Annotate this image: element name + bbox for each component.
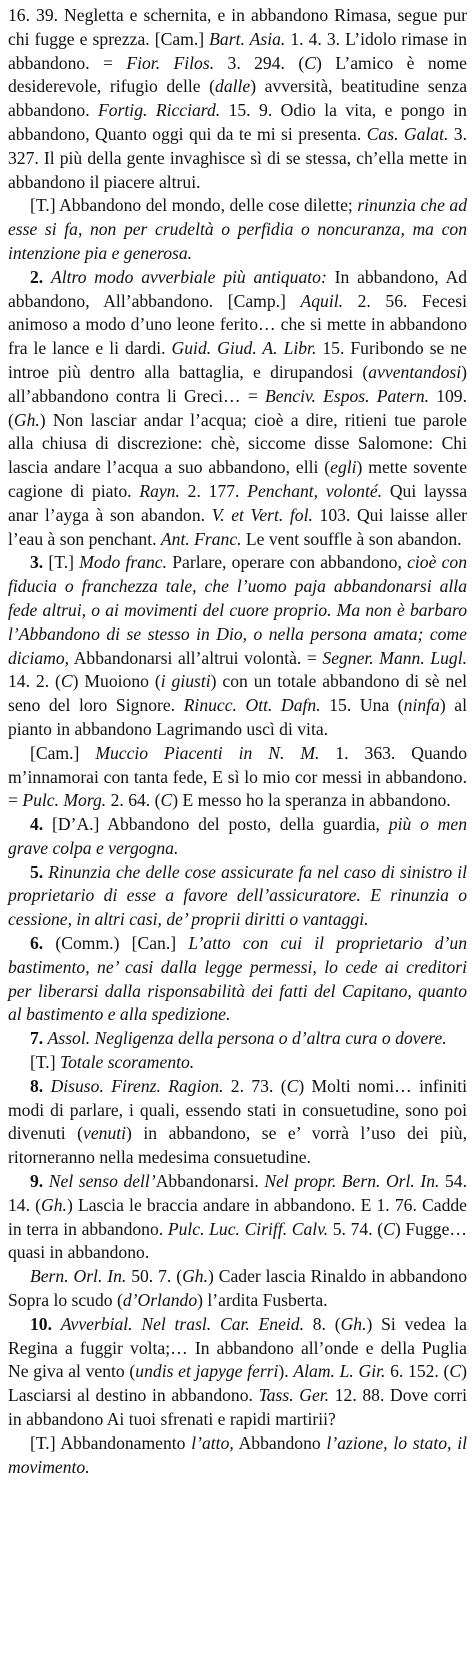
section-number: 8. — [30, 1075, 44, 1096]
italic-text: l’atto, — [191, 1432, 234, 1453]
entry-paragraph — [8, 1170, 467, 1265]
italic-text: C — [286, 1075, 299, 1096]
body-text: ) Cader lascia Rinaldo in abbandono Sopra lo scudo ( — [8, 1266, 467, 1311]
section-number: 2. — [30, 266, 44, 287]
italic-text: Pulc. Luc. Ciriff. Calv. — [167, 1218, 329, 1239]
body-text: (Comm.) [Can.] — [43, 933, 189, 954]
italic-text: C — [160, 790, 173, 811]
body-text: [T.] Abbandono del mondo, delle cose dilette; — [30, 195, 358, 216]
body-text: ) Fugge… quasi in abbandono. — [8, 1218, 467, 1263]
entry-paragraph — [8, 861, 467, 932]
body-text: ) all’abbandono contra li Greci… = — [8, 361, 467, 406]
body-text: 2. 73. ( — [223, 1075, 287, 1096]
body-text: Abbandonarsi. — [155, 1171, 265, 1192]
entry-paragraph — [8, 194, 467, 265]
entry-paragraph — [8, 1075, 467, 1170]
body-text: [D’A.] Abbandono del posto, della guardia, — [43, 814, 389, 835]
italic-text: C — [383, 1218, 395, 1239]
body-text: 15. Una ( — [320, 695, 404, 716]
body-text: ) Non lasciar andar l’acqua; cioè a dire, ritieni tue parole alla chiusa di discrezione: chè, siccome disse Salomone: Chi lascia andare l’acqua a suo abbandono, elli ( — [8, 409, 467, 478]
italic-text: Bart. Asia. — [209, 28, 286, 49]
italic-text: C — [449, 1361, 462, 1382]
body-text — [43, 1076, 50, 1096]
section-number: 6. — [30, 933, 44, 954]
body-text: 103. Qui laisse aller l’eau à son penchant. — [8, 504, 467, 549]
section-number: 3. — [30, 552, 44, 573]
italic-text: Rinucc. Ott. Dafn. — [183, 695, 321, 716]
entry-paragraph — [8, 551, 467, 741]
italic-text: Altro modo avverbiale più antiquato: — [51, 266, 327, 287]
body-text: 3. 294. ( — [214, 52, 305, 73]
body-text: 1. 363. Quando m’innamorai con tanta fede, E sì lo mio cor messi in abbandono. = — [8, 742, 467, 811]
italic-text: egli — [330, 457, 357, 478]
body-text: Abbandonarsi all’altrui volontà. = — [69, 647, 323, 668]
italic-text: rinunzia che ad esse si fa, non per crudeltà o perfidia o noncuranza, ma con intenzione pia e generosa. — [8, 195, 467, 263]
body-text: ) Lascia le braccia andare in abbandono. E 1. 76. Cadde in terra in abbandono. — [8, 1194, 467, 1239]
italic-text: Assol. Negligenza della persona o d’altra cura o dovere. — [47, 1028, 447, 1049]
body-text: 15. Furibondo se ne introe più dentro alla battaglia, e dirupandosi ( — [8, 338, 467, 382]
italic-text: Ant. Franc. — [160, 528, 242, 549]
italic-text: undis et japyge ferri — [135, 1361, 279, 1382]
body-text: Abbandono — [233, 1432, 327, 1453]
body-text: ) mette sovente cagione di piato. — [8, 457, 467, 501]
body-text: ) al pianto in abbandono Lagrimando uscì di vita. — [8, 695, 467, 739]
italic-text: Totale scoramento. — [59, 1052, 195, 1073]
italic-text: dalle — [215, 76, 251, 97]
italic-text: Alam. L. Gir. — [293, 1361, 386, 1382]
body-text: ) Lasciarsi al destino in abbandono. — [8, 1361, 468, 1406]
body-text: ) L’amico è nome desiderevole, rifugio delle ( — [8, 52, 467, 97]
italic-text: Segner. Mann. Lugl. — [322, 647, 467, 668]
italic-text: Fortig. Ricciard. — [98, 100, 221, 121]
italic-text: Penchant, volonté. — [247, 480, 383, 501]
body-text: ) E messo ho la speranza in abbandono. — [172, 790, 451, 811]
italic-text: Muccio Piacenti in N. M. — [95, 742, 320, 763]
body-text: 2. 64. ( — [106, 790, 161, 811]
body-text: ) con un totale abbandono di sè nel seno del loro Signore. — [8, 671, 468, 716]
italic-text: Modo franc. — [79, 552, 168, 573]
body-text: ) Molti nomi… infiniti modi di parlare, i quali, essendo stati in consuetudine, sono poi divenuti ( — [8, 1075, 467, 1144]
body-text: Le vent souffle à son abandon. — [241, 528, 462, 549]
italic-text: Tass. Ger. — [258, 1385, 330, 1406]
italic-text: avventandosi — [368, 361, 462, 382]
entry-paragraph — [8, 4, 467, 194]
body-text: 5. 74. ( — [328, 1218, 384, 1239]
body-text: 6. 152. ( — [385, 1361, 450, 1382]
entry-paragraph — [8, 266, 467, 552]
italic-text: cioè con fiducia o franchezza tale, che l’uomo paja abbandonarsi alla fede altrui, o ai movimenti del cuore proprio. Ma non è barbaro l’Abbandono di se stesso in Dio, o nella persona amata; come diciamo, — [8, 552, 468, 668]
italic-text: Avverbial. Nel trasl. Car. Eneid. — [60, 1313, 304, 1334]
body-text: 1. 4. 3. L’idolo rimase in abbandono. = — [8, 28, 467, 73]
italic-text: d’Orlando — [122, 1290, 198, 1311]
body-text: 50. 7. ( — [126, 1266, 183, 1287]
italic-text: Aquil. — [300, 290, 344, 311]
italic-text: C — [304, 52, 316, 73]
body-text: ) in abbandono, se e’ vorrà l’uso dei più, ritorneranno nella medesima consuetudine. — [8, 1123, 468, 1168]
italic-text: Bern. Orl. In. — [30, 1266, 127, 1287]
body-text: 16. 39. Negletta e schernita, e in abbandono Rimasa, segue pur chi fugge e sprezza. [Cam.] — [8, 5, 467, 49]
body-text: 109. ( — [8, 385, 467, 430]
entry-paragraph — [8, 932, 467, 1027]
section-number: 9. — [30, 1171, 44, 1192]
italic-text: Guid. Giud. A. Libr. — [171, 338, 317, 359]
italic-text: Rinunzia che delle cose assicurate fa nel caso di sinistro il proprietario di esse a favore dell’assicuratore. E rinunzia o cessione, in altri casi, de’ proprii diritti o vantaggi. — [8, 861, 467, 930]
body-text: [T.] — [30, 1052, 60, 1073]
body-text: ). — [278, 1361, 294, 1382]
italic-text: Gh. — [41, 1194, 67, 1215]
body-text — [43, 267, 51, 287]
entry-paragraph — [8, 1432, 467, 1480]
entry-paragraph — [8, 1027, 467, 1051]
italic-text: Cas. Galat. — [366, 123, 449, 144]
body-text: 14. 2. ( — [8, 671, 61, 692]
italic-text: Gh. — [13, 409, 40, 430]
section-number: 4. — [30, 814, 44, 835]
section-number: 7. — [30, 1028, 44, 1049]
body-text: 8. ( — [303, 1313, 341, 1334]
italic-text: ninfa — [403, 695, 440, 716]
section-number: 5. — [30, 861, 44, 882]
body-text: [T.] — [43, 552, 80, 573]
entry-paragraph — [8, 1051, 467, 1075]
italic-text: Fior. Filos. — [126, 52, 215, 73]
body-text: Qui layssa anar l’ayga à son abandon. — [8, 480, 468, 525]
entry-paragraph — [8, 1265, 467, 1313]
italic-text: V. et Vert. fol. — [211, 504, 313, 525]
entry-paragraph — [8, 742, 467, 813]
body-text: ) Muoiono ( — [72, 671, 161, 692]
body-text: 3. 327. Il più della gente invaghisce sì di se stessa, ch’ella mette in abbandono il piacere altrui. — [8, 123, 468, 192]
italic-text: Disuso. Firenz. Ragion. — [50, 1075, 224, 1096]
body-text: 15. 9. Odio la vita, e pongo in abbandono, Quanto oggi qui da te mi si presenta. — [8, 100, 467, 144]
body-text: Parlare, operare con abbandono, — [167, 552, 408, 573]
italic-text: Benciv. Espos. Patern. — [264, 385, 430, 406]
italic-text: più o men grave colpa e vergogna. — [8, 814, 467, 858]
italic-text: Nel senso dell’ — [48, 1171, 156, 1192]
entry-paragraph — [8, 1313, 467, 1432]
body-text: ) Si vedea la Regina a fuggir volta;… In abbandono all’onde e della Puglia Ne giva al vento ( — [8, 1313, 467, 1382]
body-text: 2. 56. Fecesi animoso a modo d’uno leone ferito… che si mette in abbandono fra le lance e li dardi. — [8, 290, 467, 359]
italic-text: Nel propr. Bern. Orl. In. — [264, 1171, 440, 1192]
italic-text: l’azione, lo stato, il movimento. — [8, 1432, 467, 1477]
body-text: 12. 88. Dove corri in abbandono Ai tuoi sfrenati e rapidi martirii? — [8, 1385, 468, 1430]
italic-text: L’atto con cui il proprietario d’un bastimento, ne’ casi dalla legge permessi, lo cede ai creditori per liberarsi dalla risponsabilità dei fatti del Capitano, quanto al bastimento e alla spedizione. — [8, 933, 467, 1025]
body-text: 2. 177. — [179, 480, 248, 501]
italic-text: venuti — [83, 1123, 127, 1144]
italic-text: Pulc. Morg. — [22, 790, 107, 811]
italic-text: Gh. — [340, 1313, 367, 1334]
body-text: ) l’ardita Fusberta. — [197, 1290, 328, 1311]
body-text: [T.] Abbandonamento — [30, 1432, 192, 1453]
body-text: 54. 14. ( — [8, 1171, 467, 1215]
body-text: [Cam.] — [30, 742, 96, 763]
italic-text: C — [60, 671, 73, 692]
italic-text: i giusti — [160, 671, 211, 692]
italic-text: Gh. — [182, 1266, 208, 1287]
body-text — [52, 1314, 61, 1334]
entry-paragraph — [8, 813, 467, 861]
section-number: 10. — [30, 1313, 52, 1334]
body-text: ) avversità, beatitudine senza abbandono. — [8, 76, 467, 121]
italic-text: Rayn. — [139, 480, 180, 501]
body-text: In abbandono, Ad abbandono, All’abbandono. [Camp.] — [8, 266, 467, 311]
